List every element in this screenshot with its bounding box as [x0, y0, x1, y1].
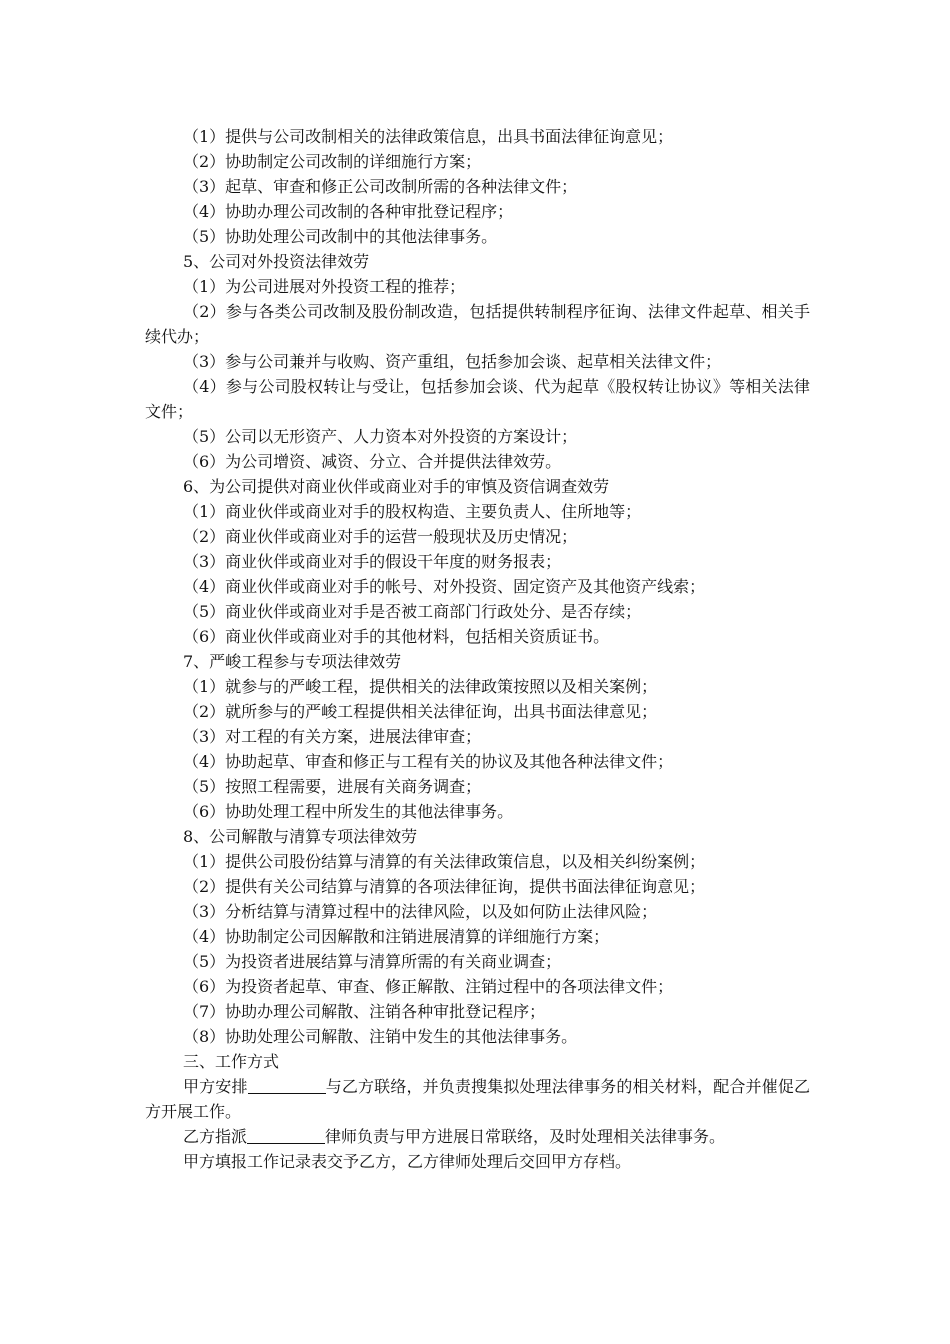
section-heading: 5、公司对外投资法律效劳: [183, 252, 370, 271]
section-heading: 7、严峻工程参与专项法律效劳: [183, 652, 402, 671]
list-item: （5）公司以无形资产、人力资本对外投资的方案设计；: [183, 427, 578, 446]
section-heading: 6、为公司提供对商业伙伴或商业对手的审慎及资信调查效劳: [183, 477, 610, 496]
list-item: （3）对工程的有关方案，进展法律审查；: [183, 727, 482, 746]
list-item: （6）为投资者起草、审查、修正解散、注销过程中的各项法律文件；: [183, 977, 674, 996]
list-item: （8）协助处理公司解散、注销中发生的其他法律事务。: [183, 1027, 578, 1046]
list-item: （1）为公司进展对外投资工程的推荐；: [183, 277, 466, 296]
fill-text-after: 与乙方联络，并负责搜集拟处理法律事务的相关材料，配合并催促乙方开展工作。: [145, 1077, 810, 1121]
list-item: （4）协助起草、审查和修正与工程有关的协议及其他各种法律文件；: [183, 752, 674, 771]
fill-text-before: 乙方指派: [183, 1127, 248, 1146]
list-item: （3）商业伙伴或商业对手的假设干年度的财务报表；: [183, 552, 562, 571]
list-item: （6）为公司增资、减资、分立、合并提供法律效劳。: [183, 452, 562, 471]
list-item: （2）商业伙伴或商业对手的运营一般现状及历史情况；: [183, 527, 578, 546]
list-item: （4）协助办理公司改制的各种审批登记程序；: [183, 202, 514, 221]
paragraph: 甲方填报工作记录表交予乙方，乙方律师处理后交回甲方存档。: [183, 1152, 632, 1171]
list-item: （5）按照工程需要，进展有关商务调查；: [183, 777, 482, 796]
list-item: （2）协助制定公司改制的详细施行方案；: [183, 152, 482, 171]
blank-line: [247, 1127, 325, 1144]
blank-line: [248, 1077, 326, 1094]
list-item: （4）参与公司股权转让与受让，包括参加会谈、代为起草《股权转让协议》等相关法律文件；: [145, 377, 810, 421]
fill-paragraph: [145, 1074, 810, 1124]
list-item: （5）商业伙伴或商业对手是否被工商部门行政处分、是否存续；: [183, 602, 642, 621]
list-item: （2）就所参与的严峻工程提供相关法律征询，出具书面法律意见；: [183, 702, 658, 721]
list-item: （2）参与各类公司改制及股份制改造，包括提供转制程序征询、法律文件起草、相关手续代办；: [145, 302, 810, 346]
list-item: （3）起草、审查和修正公司改制所需的各种法律文件；: [183, 177, 578, 196]
list-item: （3）分析结算与清算过程中的法律风险，以及如何防止法律风险；: [183, 902, 658, 921]
list-item: （4）商业伙伴或商业对手的帐号、对外投资、固定资产及其他资产线索；: [183, 577, 706, 596]
section-heading: 8、公司解散与清算专项法律效劳: [183, 827, 418, 846]
list-item: （1）商业伙伴或商业对手的股权构造、主要负责人、住所地等；: [183, 502, 642, 521]
list-item: （1）就参与的严峻工程，提供相关的法律政策按照以及相关案例；: [183, 677, 658, 696]
list-item: （4）协助制定公司因解散和注销进展清算的详细施行方案；: [183, 927, 610, 946]
fill-paragraph: [145, 1124, 810, 1149]
list-item: （1）提供公司股份结算与清算的有关法律政策信息，以及相关纠纷案例；: [183, 852, 706, 871]
list-item: （3）参与公司兼并与收购、资产重组，包括参加会谈、起草相关法律文件；: [183, 352, 722, 371]
document-page: [145, 124, 810, 1174]
list-item: （6）协助处理工程中所发生的其他法律事务。: [183, 802, 514, 821]
section-heading: 三、工作方式: [183, 1052, 280, 1071]
list-item: （5）为投资者进展结算与清算所需的有关商业调查；: [183, 952, 562, 971]
list-item: （7）协助办理公司解散、注销各种审批登记程序；: [183, 1002, 546, 1021]
list-item: （2）提供有关公司结算与清算的各项法律征询，提供书面法律征询意见；: [183, 877, 706, 896]
list-item: （5）协助处理公司改制中的其他法律事务。: [183, 227, 498, 246]
fill-text-before: 甲方安排: [183, 1077, 248, 1096]
list-item: （1）提供与公司改制相关的法律政策信息，出具书面法律征询意见；: [183, 127, 674, 146]
fill-text-after: 律师负责与甲方进展日常联络，及时处理相关法律事务。: [325, 1127, 726, 1146]
list-item: （6）商业伙伴或商业对手的其他材料，包括相关资质证书。: [183, 627, 610, 646]
